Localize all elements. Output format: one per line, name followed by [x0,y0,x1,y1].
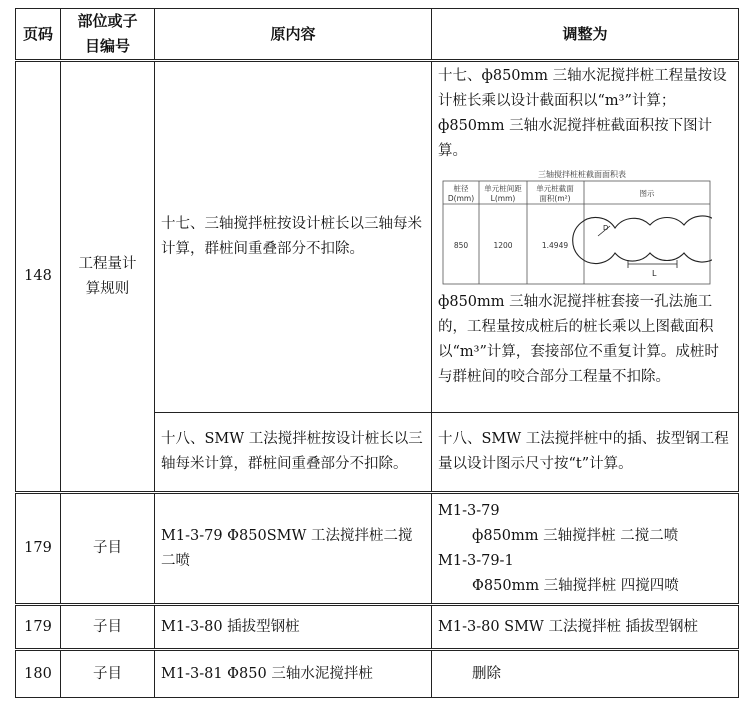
adjusted-cell: 删除 [432,650,739,698]
page-cell: 179 [16,493,61,605]
header-page: 页码 [16,9,61,61]
figure-v1: 850 [453,241,469,250]
figure-col3-l1: 单元桩截面 [536,184,574,193]
table-row [16,61,739,413]
figure-label-l: L [652,269,657,278]
adjusted-line-3: M1-3-79-1 [438,552,514,569]
part-cell: 子目 [61,493,155,605]
original-cell [155,61,432,413]
header-original: 原内容 [155,9,432,61]
table-row [16,493,739,605]
header-part-line2: 目编号 [84,37,130,55]
figure-v2: 1200 [493,241,513,250]
original-cell: M1-3-81 Φ850 三轴水泥搅拌桩 [155,650,432,698]
page-cell: 148 [16,61,61,493]
adjusted-cell [432,493,739,605]
page-cell: 180 [16,650,61,698]
adjustment-table [15,8,739,698]
figure-col1-l1: 桩径 [453,184,469,193]
adjusted-cell: M1-3-80 SMW 工法搅拌桩 插拔型钢桩 [432,605,739,650]
table-row [16,605,739,650]
table-row [16,650,739,698]
figure-title: 三轴搅拌桩桩截面面积表 [538,170,626,179]
header-row [16,9,739,61]
adjusted-line-2: ф850mm 三轴搅拌桩 二搅二喷 [472,527,679,544]
triple-pile-section-icon [573,216,712,268]
original-cell: 十八、SMW 工法搅拌桩按设计桩长以三轴每米计算，群桩间重叠部分不扣除。 [155,413,432,493]
part-cell: 子目 [61,650,155,698]
adjusted-line-4: Φ850mm 三轴搅拌桩 四搅四喷 [472,577,679,594]
header-adjusted: 调整为 [432,9,739,61]
adjusted-paragraph-1: 十七、ф850mm 三轴水泥搅拌桩工程量按设计桩长乘以设计截面积以“m³”计算；ф850mm 三轴水泥搅拌桩截面积按下图计算。 [438,68,727,159]
original-cell: M1-3-79 Φ850SMW 工法搅拌桩二搅二喷 [155,493,432,605]
part-cell: 子目 [61,605,155,650]
page-cell: 179 [16,605,61,650]
figure-col2-l1: 单元桩间距 [484,184,522,193]
adjusted-paragraph-2: ф850mm 三轴水泥搅拌桩套接一孔法施工的，工程量按成桩后的桩长乘以上图截面积以“m³”计算，套接部位不重复计算。成桩时与群桩间的咬合部分工程量不扣除。 [438,294,719,385]
original-cell: M1-3-80 插拔型钢桩 [155,605,432,650]
header-part-line1: 部位或子 [77,12,138,30]
adjusted-cell: 十八、SMW 工法搅拌桩中的插、拔型钢工程量以设计图示尺寸按“t”计算。 [432,413,739,493]
original-text: 十七、三轴搅拌桩按设计桩长以三轴每米计算，群桩间重叠部分不扣除。 [161,216,422,257]
part-cell [61,61,155,493]
figure-col1-l2: D(mm) [447,194,475,203]
figure-v3: 1.4949 [541,241,569,250]
adjusted-line-1: M1-3-79 [438,502,500,519]
part-line2: 算规则 [85,280,130,297]
figure-col2-l2: L(mm) [490,194,516,203]
header-part [61,9,155,61]
figure-border [443,181,710,284]
section-area-figure [440,168,732,286]
figure-col4: 图示 [639,189,655,198]
figure-col3-l2: 面积(m²) [539,194,571,203]
adjusted-cell [432,61,739,413]
figure-label-d: D [603,224,609,232]
part-line1: 工程量计 [78,255,137,272]
section-area-table-image [440,168,712,286]
